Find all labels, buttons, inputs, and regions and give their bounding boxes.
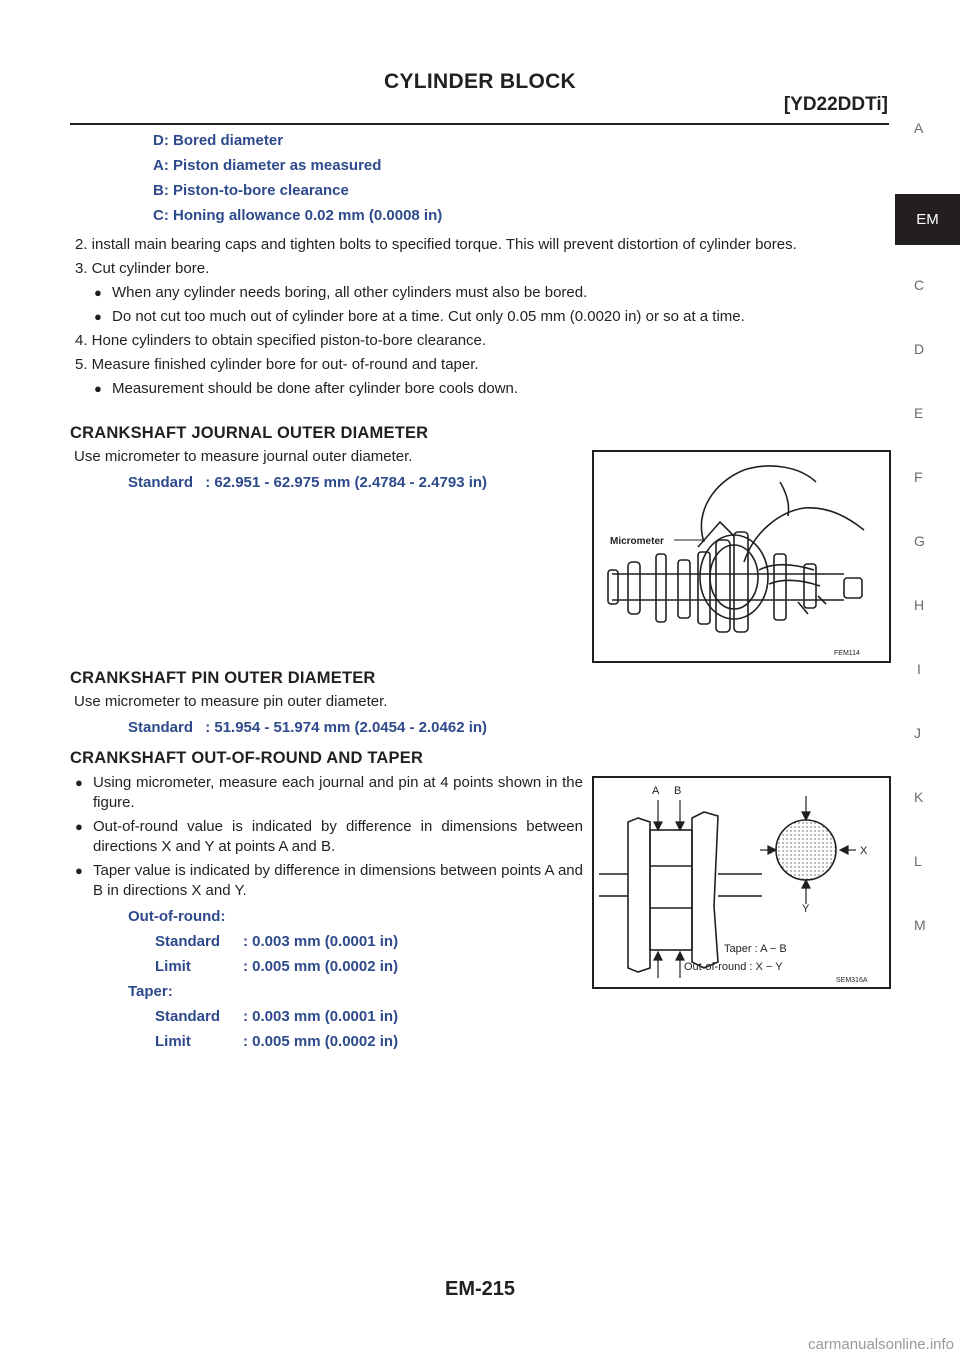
- bullet-text: Out-of-round value is indicated by difference in dimensions between directions X and Y at points A and B.: [93, 818, 583, 855]
- header-divider: [70, 123, 889, 125]
- page-title: CYLINDER BLOCK: [383, 70, 577, 93]
- tab-em[interactable]: EM: [895, 194, 960, 245]
- pin-heading: CRANKSHAFT PIN OUTER DIAMETER: [70, 669, 376, 687]
- spec-value: : 0.003 mm (0.0001 in): [243, 1008, 399, 1025]
- spec-label: Limit: [155, 1033, 191, 1050]
- tab-m[interactable]: M: [914, 917, 926, 933]
- legend-d: D: Bored diameter: [153, 132, 284, 149]
- bullet-text: Measurement should be done after cylinder bore cools down.: [112, 380, 519, 397]
- bullet-text: When any cylinder needs boring, all other cylinders must also be bored.: [112, 284, 588, 301]
- legend-a: A: Piston diameter as measured: [153, 157, 382, 174]
- legend-b: B: Piston-to-bore clearance: [153, 182, 349, 199]
- tab-d[interactable]: D: [914, 341, 925, 357]
- bullet-icon: ●: [94, 381, 102, 396]
- runout-bullet-2: [75, 817, 583, 857]
- taper-standard: [155, 1008, 398, 1025]
- taper-formula: Taper : A − B: [724, 943, 787, 955]
- label-a: A: [652, 785, 660, 797]
- taper-limit: [155, 1033, 398, 1050]
- bullet-text: Do not cut too much out of cylinder bore at a time. Cut only 0.05 mm (0.0020 in) or so at a time.: [112, 308, 745, 325]
- tab-c[interactable]: C: [914, 277, 925, 293]
- step-5: 5. Measure finished cylinder bore for out- of-round and taper.: [75, 356, 479, 373]
- crankshaft-micrometer-illustration: [594, 452, 889, 661]
- tab-f[interactable]: F: [914, 469, 923, 485]
- runout-bullets: [75, 773, 583, 901]
- legend-c: C: Honing allowance 0.02 mm (0.0008 in): [153, 207, 443, 224]
- page-number: EM-215: [444, 1278, 516, 1300]
- tab-e[interactable]: E: [914, 405, 924, 421]
- spec-label: Standard: [155, 1008, 221, 1025]
- engine-code: [YD22DDTi]: [783, 94, 888, 115]
- spec-value: : 51.954 - 51.974 mm (2.0454 - 2.0462 in): [205, 719, 488, 736]
- spec-value: : 62.951 - 62.975 mm (2.4784 - 2.4793 in): [205, 474, 488, 491]
- oor-standard: [155, 933, 398, 950]
- journal-spec: [128, 474, 487, 491]
- runout-figure: [592, 776, 891, 989]
- tab-k[interactable]: K: [914, 789, 924, 805]
- pin-text: Use micrometer to measure pin outer diameter.: [74, 693, 388, 710]
- label-y: Y: [802, 903, 810, 915]
- step-3-bullet-2: [75, 307, 890, 327]
- step-3-bullet-1: [75, 283, 890, 303]
- figure-id: FEM114: [834, 650, 860, 657]
- figure-id: SEM316A: [836, 977, 868, 984]
- journal-measurement-diagram: [594, 778, 889, 987]
- spec-value: : 0.003 mm (0.0001 in): [243, 933, 399, 950]
- bullet-icon: ●: [94, 285, 102, 300]
- step-4: 4. Hone cylinders to obtain specified piston-to-bore clearance.: [75, 332, 487, 349]
- bullet-icon: ●: [75, 775, 83, 790]
- oor-limit: [155, 958, 398, 975]
- tab-i[interactable]: I: [917, 661, 921, 677]
- runout-heading: CRANKSHAFT OUT-OF-ROUND AND TAPER: [70, 749, 424, 767]
- bullet-icon: ●: [75, 863, 83, 878]
- spec-label: Standard: [155, 933, 221, 950]
- spec-label: Limit: [155, 958, 191, 975]
- tab-l[interactable]: L: [914, 853, 922, 869]
- spec-label: Standard: [128, 719, 194, 736]
- spec-value: : 0.005 mm (0.0002 in): [243, 958, 399, 975]
- bullet-text: Taper value is indicated by difference in dimensions between points A and B in directions X and Y.: [93, 862, 583, 899]
- runout-bullet-3: [75, 861, 583, 901]
- journal-heading: CRANKSHAFT JOURNAL OUTER DIAMETER: [70, 424, 429, 442]
- bullet-text: Using micrometer, measure each journal and pin at 4 points shown in the figure.: [93, 774, 583, 811]
- micrometer-figure: [592, 450, 891, 663]
- oor-formula: Out-of-round : X − Y: [684, 961, 783, 973]
- bullet-icon: ●: [94, 309, 102, 324]
- tab-g[interactable]: G: [914, 533, 925, 549]
- watermark: carmanualsonline.info: [808, 1336, 954, 1353]
- tab-a[interactable]: A: [914, 120, 924, 136]
- spec-label: Standard: [128, 474, 194, 491]
- tab-h[interactable]: H: [914, 597, 925, 613]
- step-2: 2. install main bearing caps and tighten bolts to specified torque. This will prevent distortion of cylinder bores.: [75, 236, 797, 253]
- step-list: [75, 235, 890, 399]
- bullet-icon: ●: [75, 819, 83, 834]
- label-b: B: [674, 785, 682, 797]
- journal-text: Use micrometer to measure journal outer diameter.: [74, 448, 413, 465]
- taper-label: Taper:: [128, 983, 173, 1000]
- journal-section-circle: [776, 820, 836, 880]
- step-5-bullet-1: [75, 379, 890, 399]
- spec-value: : 0.005 mm (0.0002 in): [243, 1033, 399, 1050]
- tab-j[interactable]: J: [914, 725, 921, 741]
- label-x: X: [860, 845, 868, 857]
- pin-spec: [128, 719, 487, 736]
- micrometer-label: Micrometer: [610, 536, 664, 547]
- runout-bullet-1: [75, 773, 583, 813]
- step-3: 3. Cut cylinder bore.: [75, 260, 210, 277]
- out-of-round-label: Out-of-round:: [128, 908, 226, 925]
